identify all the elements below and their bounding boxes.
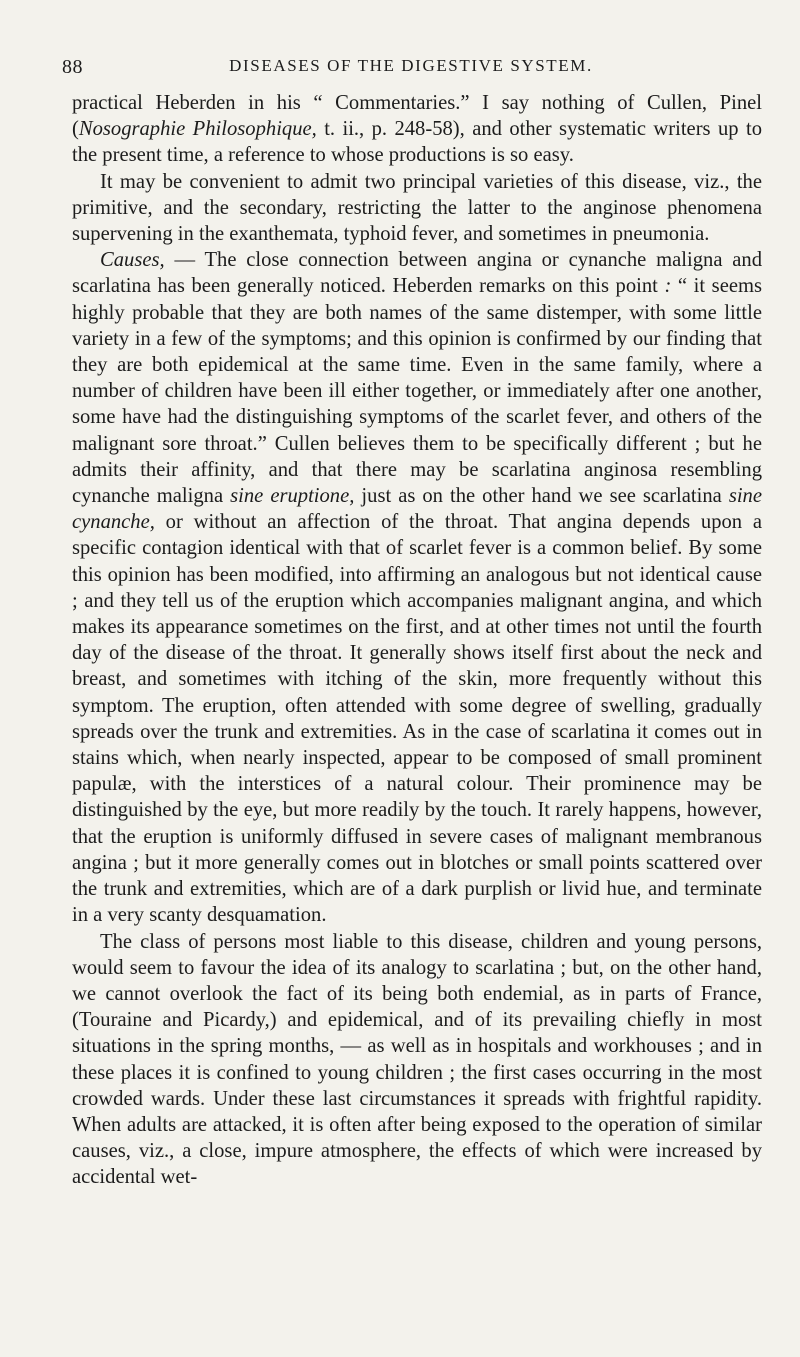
page-header <box>62 56 760 80</box>
text-run: It may be convenient to admit two principal varieties of this disease, viz., the primitive, and the secondary, restricting the latter to the anginose phenomena supervening in the exanthemata, typhoid fever, and sometimes in pneumonia. <box>72 170 762 246</box>
paragraph-3 <box>72 247 762 928</box>
paragraph-1 <box>72 90 762 169</box>
text-run: t. ii., p. 248-58), and other systematic writers up to the present time, a reference to whose productions is so easy. <box>72 118 762 167</box>
body-text <box>72 90 762 1191</box>
text-run: or without an affection of the throat. That angina depends upon a specific contagion identical with that of scarlet fever is a common belief. By some this opinion has been modified, into affirming an analogous but not identical cause ; and they tell us of the eruption which accompanies malignant angina, and which makes its appearance sometimes on the first, and at other times not until the fourth day of the disease of the throat. It generally shows itself first about the neck and breast, and sometimes with itching of the skin, more frequently without this symptom. The eruption, often attended with some degree of swelling, gradually spreads over the trunk and extremities. As in the case of scarlatina it comes out in stains which, when nearly inspected, appear to be composed of small prominent papulæ, with the interstices of a natural colour. Their prominence may be distinguished by the eye, but more readily by the touch. It rarely happens, however, that the eruption is uniformly diffused in severe cases of malignant membranous angina ; but it more generally comes out in blotches or small points scattered over the trunk and extremities, which are of a dark purplish or livid hue, and terminate in a very scanty desquamation. <box>72 511 762 927</box>
text-run: practical Heberden in his “ Commentaries.” I say nothing of Cullen, Pinel ( <box>72 92 762 141</box>
italic-phrase: sine cynanche, <box>72 485 762 534</box>
italic-title: Nosographie Philosophique, <box>78 118 317 141</box>
paragraph-2 <box>72 169 762 248</box>
italic-phrase: sine eruptione, <box>230 485 355 508</box>
page-number: 88 <box>62 56 83 78</box>
running-head: DISEASES OF THE DIGESTIVE SYSTEM. <box>229 56 593 75</box>
text-run: — The close connection between angina or cynanche maligna and scarlatina has been generally noticed. Heberden remarks on this point <box>72 249 762 298</box>
section-heading-causes: Causes, <box>100 249 165 272</box>
text-run: “ it seems highly probable that they are both names of the same distemper, with some little variety in a few of the symptoms; and this opinion is confirmed by our finding that they are both epidemical at the same time. Even in the same family, where a number of children have been ill either together, or immediately after one another, some have had the distinguishing symptoms of the scarlet fever, and others of the malignant sore throat.” Cullen believes them to be specifically different ; but he admits their affinity, and that there may be scarlatina anginosa resembling cynanche maligna <box>72 275 763 508</box>
text-run: just as on the other hand we see scarlatina <box>354 485 729 508</box>
text-run: The class of persons most liable to this disease, children and young persons, would seem to favour the idea of its analogy to scarlatina ; but, on the other hand, we cannot overlook the fact of its being both endemial, as in parts of France, (Touraine and Picardy,) and epidemical, and of its prevailing chiefly in most situations in the spring months, — as well as in hospitals and workhouses ; and in these places it is confined to young children ; the first cases occurring in the most crowded wards. Under these last circumstances it spreads with frightful rapidity. When adults are attacked, it is often after being exposed to the operation of similar causes, viz., a close, impure atmosphere, the effects of which were increased by accidental wet- <box>72 930 762 1189</box>
paragraph-4 <box>72 929 762 1191</box>
italic-colon: : <box>664 275 672 298</box>
